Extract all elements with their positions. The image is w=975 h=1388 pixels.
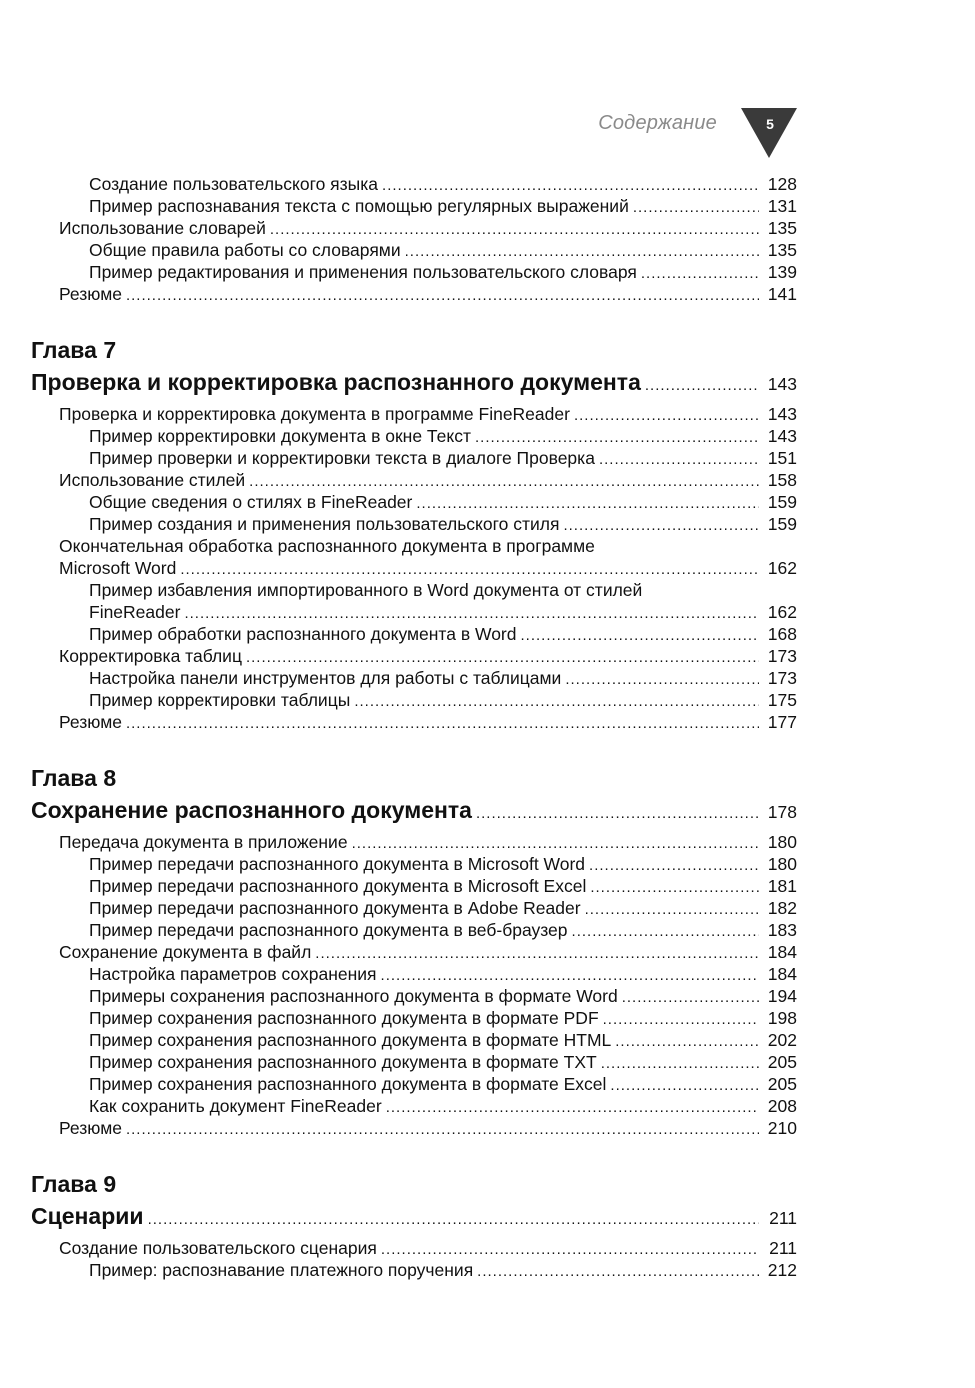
toc-entry-multiline [0, 535, 797, 579]
dot-leader [610, 1075, 759, 1097]
table-of-contents [0, 173, 975, 1281]
running-header-title: Содержание [598, 112, 717, 134]
toc-entry [0, 1237, 797, 1259]
toc-entry-page: 175 [767, 690, 797, 710]
chapter-page: 211 [769, 1208, 797, 1228]
chapter-heading-8 [0, 763, 797, 827]
toc-entry [0, 425, 797, 447]
toc-entry-page: 205 [767, 1074, 797, 1094]
toc-entry-title: Проверка и корректировка документа в программе FineReader [59, 404, 570, 424]
dot-leader [352, 833, 759, 855]
toc-entry-page: 210 [767, 1118, 797, 1138]
toc-entry-page: 162 [767, 558, 797, 578]
chapter-7-entries [0, 403, 975, 733]
dot-leader [382, 175, 759, 197]
toc-entry [0, 645, 797, 667]
chapter-number: Глава 9 [31, 1171, 117, 1197]
dot-leader [563, 515, 759, 537]
toc-entry [0, 919, 797, 941]
dot-leader [476, 797, 759, 831]
dot-leader [416, 493, 759, 515]
toc-entry-page: 159 [767, 492, 797, 512]
dot-leader [381, 1239, 759, 1261]
page-number-badge [741, 106, 799, 160]
toc-entry-title: Использование стилей [59, 470, 246, 490]
toc-entry [0, 491, 797, 513]
toc-entry-title: Пример передачи распознанного документа в Adobe Reader [89, 898, 581, 918]
toc-entry-page: 202 [767, 1030, 797, 1050]
dot-leader [521, 625, 760, 647]
triangle-icon [741, 106, 799, 160]
toc-entry-page: 141 [767, 284, 797, 304]
dot-leader [603, 1009, 759, 1031]
toc-entry-title: Настройка параметров сохранения [89, 964, 377, 984]
chapter-title: Сохранение распознанного документа [31, 797, 472, 823]
toc-entry [0, 239, 797, 261]
toc-entry [0, 623, 797, 645]
toc-entry-title: Пример передачи распознанного документа в Microsoft Excel [89, 876, 587, 896]
toc-entry [0, 963, 797, 985]
toc-entry [0, 853, 797, 875]
toc-entry-page: 168 [767, 624, 797, 644]
toc-entry [0, 1117, 797, 1139]
toc-entry-title: Пример редактирования и применения пользовательского словаря [89, 262, 637, 282]
toc-entry-title: Пример передачи распознанного документа в Microsoft Word [89, 854, 586, 874]
toc-entry-page: 131 [767, 196, 797, 216]
toc-entry [0, 1073, 797, 1095]
dot-leader [633, 197, 759, 219]
toc-entry-title: Пример сохранения распознанного документа в формате HTML [89, 1030, 612, 1050]
toc-entry [0, 985, 797, 1007]
toc-entry [0, 941, 797, 963]
chapter-heading-7 [0, 335, 797, 399]
chapter-title-row [31, 793, 797, 827]
toc-entry [59, 557, 797, 579]
dot-leader [645, 369, 759, 403]
toc-entry-page: 158 [767, 470, 797, 490]
dot-leader [475, 427, 759, 449]
dot-leader [601, 1053, 759, 1075]
toc-entry [0, 667, 797, 689]
dot-leader [270, 219, 759, 241]
toc-entry-title: Использование словарей [59, 218, 266, 238]
toc-entry [0, 261, 797, 283]
chapter-title: Проверка и корректировка распознанного документа [31, 369, 641, 395]
chapter-title-row [31, 365, 797, 399]
toc-entry-page: 184 [767, 964, 797, 984]
toc-entry [0, 689, 797, 711]
toc-entry [0, 447, 797, 469]
toc-entry-page: 135 [767, 240, 797, 260]
toc-entry-title: Сохранение документа в файл [59, 942, 312, 962]
dot-leader [572, 921, 759, 943]
chapter-heading-9 [0, 1169, 797, 1233]
toc-entry-page: 135 [767, 218, 797, 238]
toc-entry [0, 173, 797, 195]
chapter-page: 143 [767, 374, 797, 394]
toc-entry-title: Пример корректировки таблицы [89, 690, 351, 710]
dot-leader [565, 669, 759, 691]
dot-leader [381, 965, 759, 987]
toc-entry-title: Резюме [59, 712, 122, 732]
toc-entry [0, 403, 797, 425]
dot-leader [386, 1097, 759, 1119]
dot-leader [126, 285, 759, 307]
toc-entry-page: 143 [767, 426, 797, 446]
toc-entry-title: Резюме [59, 284, 122, 304]
toc-entry-page: 151 [767, 448, 797, 468]
toc-entry-multiline [0, 579, 797, 623]
chapter-page: 178 [767, 802, 797, 822]
toc-entry [0, 1095, 797, 1117]
toc-entry [0, 283, 797, 305]
toc-entry-page: 173 [767, 668, 797, 688]
toc-entry [0, 217, 797, 239]
toc-entry-page: 180 [767, 832, 797, 852]
dot-leader [574, 405, 759, 427]
toc-entry-page: 177 [767, 712, 797, 732]
toc-entry [0, 897, 797, 919]
toc-entry [0, 1259, 797, 1281]
toc-entry [0, 1051, 797, 1073]
dot-leader [599, 449, 759, 471]
toc-entry-title: Пример передачи распознанного документа в веб-браузер [89, 920, 568, 940]
dot-leader [585, 899, 759, 921]
dot-leader [249, 471, 759, 493]
dot-leader [180, 559, 759, 581]
toc-entry-title: Пример сохранения распознанного документа в формате PDF [89, 1008, 599, 1028]
dot-leader [477, 1261, 759, 1283]
toc-entry-title-line2: Microsoft Word [59, 558, 177, 578]
toc-entry-title: Создание пользовательского языка [89, 174, 379, 194]
toc-entry-title: Пример сохранения распознанного документа в формате Excel [89, 1074, 607, 1094]
toc-entry [0, 195, 797, 217]
chapter-title: Сценарии [31, 1203, 144, 1229]
toc-entry-page: 198 [767, 1008, 797, 1028]
dot-leader [589, 855, 759, 877]
toc-entry-title-line1: Окончательная обработка распознанного документа в программе [59, 536, 595, 556]
toc-entry-title-line1: Пример избавления импортированного в Word документа от стилей [89, 580, 643, 600]
toc-entry-page: 143 [767, 404, 797, 424]
toc-entry-title: Пример распознавания текста с помощью регулярных выражений [89, 196, 629, 216]
toc-entry-page: 212 [767, 1260, 797, 1280]
toc-entry-title-line2: FineReader [89, 602, 181, 622]
toc-entry [0, 1029, 797, 1051]
chapter-8-entries [0, 831, 975, 1139]
running-header [0, 106, 975, 166]
toc-entry-title: Примеры сохранения распознанного документа в формате Word [89, 986, 618, 1006]
toc-entry-page: 180 [767, 854, 797, 874]
dot-leader [148, 1203, 759, 1237]
toc-entry-page: 208 [767, 1096, 797, 1116]
dot-leader [126, 1119, 759, 1141]
dot-leader [622, 987, 759, 1009]
toc-entry-title: Пример сохранения распознанного документа в формате TXT [89, 1052, 597, 1072]
toc-entry-page: 128 [767, 174, 797, 194]
toc-entry-page: 159 [767, 514, 797, 534]
dot-leader [315, 943, 759, 965]
toc-entry-title: Пример проверки и корректировки текста в диалоге Проверка [89, 448, 595, 468]
toc-entry [0, 513, 797, 535]
dot-leader [590, 877, 759, 899]
toc-entry-title: Пример корректировки документа в окне Текст [89, 426, 471, 446]
toc-entry [0, 875, 797, 897]
toc-entry-title: Резюме [59, 1118, 122, 1138]
toc-entry-page: 173 [767, 646, 797, 666]
toc-entry-title: Общие правила работы со словарями [89, 240, 401, 260]
chapter-title-row [31, 1199, 797, 1233]
toc-entry [0, 469, 797, 491]
toc-entry-title: Общие сведения о стилях в FineReader [89, 492, 413, 512]
chapter-number: Глава 8 [31, 765, 117, 791]
toc-entry [0, 711, 797, 733]
toc-entry-page: 181 [767, 876, 797, 896]
toc-entry-title: Пример создания и применения пользовательского стиля [89, 514, 560, 534]
toc-entry-title: Пример: распознавание платежного поручения [89, 1260, 474, 1280]
toc-entry-page: 139 [767, 262, 797, 282]
toc-section-continued [0, 173, 975, 305]
dot-leader [184, 603, 759, 625]
chapter-9-entries [0, 1237, 975, 1281]
dot-leader [126, 713, 759, 735]
toc-entry-title: Корректировка таблиц [59, 646, 242, 666]
toc-entry-page: 162 [767, 602, 797, 622]
dot-leader [246, 647, 759, 669]
dot-leader [615, 1031, 759, 1053]
dot-leader [641, 263, 759, 285]
toc-entry-title: Создание пользовательского сценария [59, 1238, 377, 1258]
toc-entry [0, 1007, 797, 1029]
toc-entry-page: 184 [767, 942, 797, 962]
toc-entry-title: Как сохранить документ FineReader [89, 1096, 382, 1116]
dot-leader [354, 691, 759, 713]
toc-entry-page: 205 [767, 1052, 797, 1072]
toc-entry-title: Пример обработки распознанного документа в Word [89, 624, 517, 644]
chapter-number: Глава 7 [31, 337, 117, 363]
toc-entry-title: Передача документа в приложение [59, 832, 348, 852]
toc-entry-page: 182 [767, 898, 797, 918]
toc-entry-page: 183 [767, 920, 797, 940]
toc-entry-title: Настройка панели инструментов для работы с таблицами [89, 668, 562, 688]
dot-leader [405, 241, 759, 263]
toc-entry-page: 211 [769, 1238, 797, 1258]
toc-entry [89, 601, 797, 623]
toc-entry-page: 194 [767, 986, 797, 1006]
toc-entry [0, 831, 797, 853]
page-number: 5 [766, 116, 774, 132]
